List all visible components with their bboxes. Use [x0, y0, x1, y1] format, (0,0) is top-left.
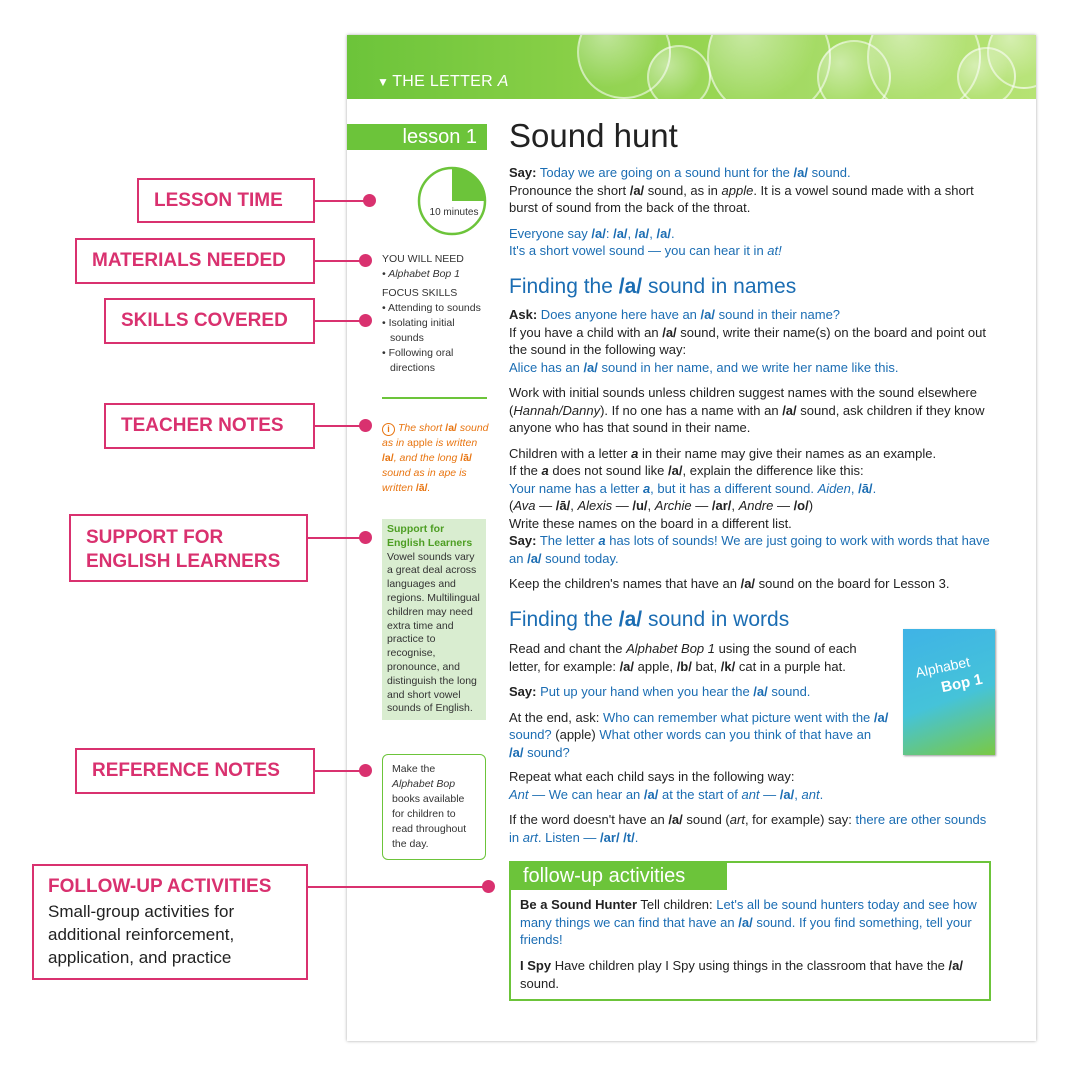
sidebar-divider	[382, 397, 487, 399]
connector-line	[315, 200, 370, 202]
words-section	[509, 640, 889, 761]
paragraph: It's a short vowel sound — you can hear it in at!	[509, 243, 782, 258]
lesson-time-value: 10 minutes	[429, 207, 479, 218]
connector-dot	[363, 194, 376, 207]
connector-dot	[359, 764, 372, 777]
skills-label: SKILLS COVERED	[104, 298, 315, 344]
materials-heading: YOU WILL NEED	[382, 253, 464, 265]
page-title: Sound hunt	[509, 117, 678, 154]
names-section	[509, 306, 999, 593]
paragraph: Write these names on the board in a different list.	[509, 515, 792, 531]
paragraph: If you have a child with an /a/ sound, write their name(s) on the board and point out the sound in the following way:	[509, 324, 986, 357]
connector-dot	[482, 880, 495, 893]
paragraph: Keep the children's names that have an /a/ sound on the board for Lesson 3.	[509, 576, 950, 591]
paragraph: Say: Today we are going on a sound hunt for the /a/ sound.	[509, 165, 851, 180]
follow-up-activity: Be a Sound Hunter Tell children: Let's all be sound hunters today and see how many things we can find that have an /a/ sound. If you find something, tell your friends!	[520, 897, 977, 947]
materials-label: MATERIALS NEEDED	[75, 238, 315, 284]
material-item: • Alphabet Bop 1	[382, 268, 461, 280]
clock-icon	[417, 166, 487, 236]
paragraph: Say: Put up your hand when you hear the /a/ sound.	[509, 684, 811, 699]
support-learners-label: SUPPORT FOR ENGLISH LEARNERS	[69, 514, 308, 582]
banner	[347, 35, 1036, 99]
paragraph: Work with initial sounds unless children suggest names with the sound elsewhere (Hannah/Danny). If no one has a name with an /a/ sound, ask children if they know anyone who has that sound in their name.	[509, 385, 985, 435]
words-section-cont	[509, 768, 999, 846]
follow-up-tab: follow-up activities	[511, 863, 727, 890]
connector-dot	[359, 419, 372, 432]
paragraph: Everyone say /a/: /a/, /a/, /a/.	[509, 225, 675, 241]
intro-section	[509, 164, 999, 260]
paragraph: Ant — We can hear an /a/ at the start of ant — /a/, ant.	[509, 786, 824, 802]
paragraph: Read and chant the Alphabet Bop 1 using the sound of each letter, for example: /a/ apple, /b/ bat, /k/ cat in a purple hat.	[509, 641, 857, 674]
paragraph: Pronounce the short /a/ sound, as in apple. It is a vowel sound made with a short burst of sound from the back of the throat.	[509, 182, 974, 215]
paragraph: (Ava — /ā/, Alexis — /u/, Archie — /ar/, Andre — /o/)	[509, 498, 814, 513]
paragraph: Children with a letter a in their name may give their names as an example.	[509, 445, 937, 461]
paragraph: Your name has a letter a, but it has a different sound. Aiden, /ā/.	[509, 480, 877, 496]
follow-up-activity: I Spy Have children play I Spy using things in the classroom that have the /a/ sound.	[520, 958, 963, 991]
paragraph: Repeat what each child says in the following way:	[509, 769, 795, 784]
connector-dot	[359, 254, 372, 267]
reference-note-box: Make the Alphabet Bop books available for children to read throughout the day.	[382, 754, 486, 860]
paragraph: Say: The letter a has lots of sounds! We are just going to work with words that have an /a/ sound today.	[509, 533, 990, 566]
paragraph: Alice has an /a/ sound in her name, and we write her name like this.	[509, 359, 899, 375]
skill-item: • Isolating initial sounds	[382, 317, 455, 344]
skill-item: • Attending to sounds	[382, 302, 481, 314]
paragraph: If the word doesn't have an /a/ sound (art, for example) say: there are other sounds in art. Listen — /ar/ /t/.	[509, 812, 987, 845]
triangle-down-icon: ▼	[377, 75, 390, 89]
skills-section	[382, 286, 487, 376]
banner-title: ▼ THE LETTER A	[377, 73, 509, 90]
reference-notes-label: REFERENCE NOTES	[75, 748, 315, 794]
teacher-note: i The short /a/ sound as in apple is written /a/, and the long /ā/ sound as in ape is written /ā/.	[382, 422, 489, 494]
lesson-time-label: LESSON TIME	[137, 178, 315, 223]
lesson-page	[347, 35, 1036, 1041]
lesson-number-tab: lesson 1	[347, 124, 487, 150]
follow-up-label: FOLLOW-UP ACTIVITIES Small-group activities for additional reinforcement, application, and practice	[32, 864, 308, 980]
materials-section	[382, 252, 464, 282]
skills-heading: FOCUS SKILLS	[382, 287, 458, 299]
connector-line	[308, 886, 488, 888]
teacher-notes-label: TEACHER NOTES	[104, 403, 315, 449]
connector-dot	[359, 531, 372, 544]
skill-item: • Following oral directions	[382, 347, 454, 374]
alphabet-bop-book-cover: Alphabet Bop 1	[903, 629, 995, 755]
info-icon: i	[382, 423, 395, 436]
connector-line	[308, 537, 366, 539]
paragraph: Ask: Does anyone here have an /a/ sound in their name?	[509, 307, 841, 322]
ell-heading: Support for English Learners	[387, 523, 473, 549]
section-heading-words: Finding the /a/ sound in words	[509, 608, 790, 631]
section-heading-names: Finding the /a/ sound in names	[509, 275, 797, 298]
connector-dot	[359, 314, 372, 327]
english-learners-box	[382, 519, 486, 720]
paragraph: If the a does not sound like /a/, explain the difference like this:	[509, 463, 864, 478]
ell-body: Vowel sounds vary a great deal across languages and regions. Multilingual children may need extra time and practice to recognise, pronounce, and distinguish the long and short vowel sounds of English.	[387, 550, 480, 715]
paragraph: At the end, ask: Who can remember what picture went with the /a/ sound? (apple) What other words can you think of that have an /a/ sound?	[509, 709, 889, 760]
follow-up-box	[509, 861, 991, 1001]
